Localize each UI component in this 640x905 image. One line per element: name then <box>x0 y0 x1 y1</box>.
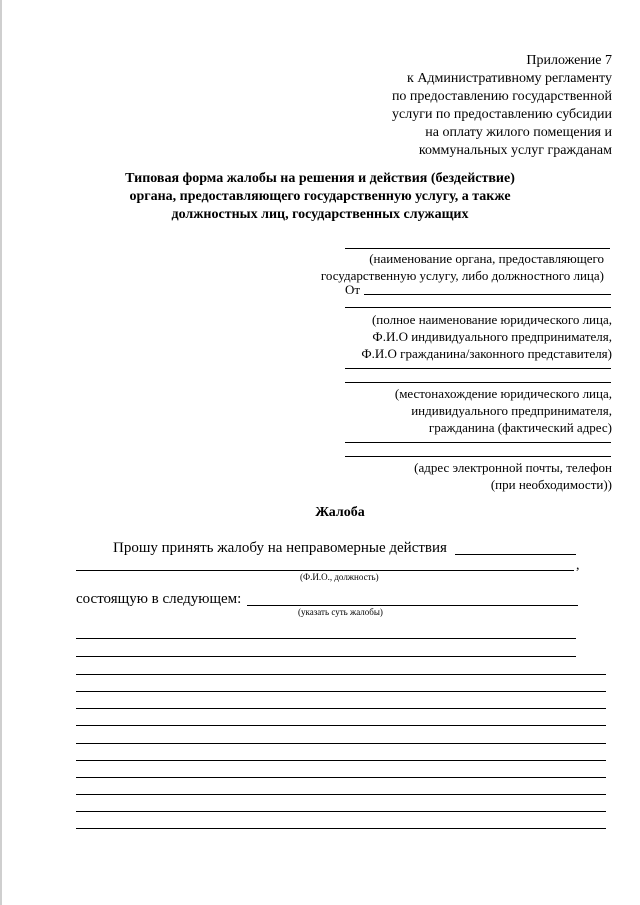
hint-line: государственную услугу, либо должностного лица) <box>320 268 604 283</box>
complaint-line[interactable] <box>76 674 606 675</box>
complaint-line[interactable] <box>76 811 606 812</box>
title-line: органа, предоставляющего государственную услугу, а также <box>129 189 511 204</box>
complaint-line[interactable] <box>76 708 606 709</box>
complaint-line[interactable] <box>76 828 606 829</box>
appendix-line: на оплату жилого помещения и <box>425 125 612 140</box>
location-field-1[interactable] <box>345 442 611 443</box>
request-text: Прошу принять жалобу на неправомерные действия <box>113 540 447 556</box>
hint-line: (полное наименование юридического лица, <box>371 312 612 327</box>
complaint-line[interactable] <box>76 777 606 778</box>
complaint-line[interactable] <box>76 691 606 692</box>
hint-line: Ф.И.О гражданина/законного представителя) <box>361 346 612 361</box>
from-field[interactable] <box>364 294 611 295</box>
appendix-line: услуги по предоставлению субсидии <box>392 107 612 122</box>
location-hint <box>312 385 612 436</box>
complaint-line[interactable] <box>76 760 606 761</box>
complaint-line[interactable] <box>76 656 576 657</box>
consists-label: состоящую в следующем: <box>76 591 242 607</box>
title-line: должностных лиц, государственных служащих <box>171 207 469 222</box>
authority-name-hint <box>264 250 604 284</box>
title-line: Типовая форма жалобы на решения и действия (бездействие) <box>125 171 515 186</box>
complaint-line[interactable] <box>76 725 606 726</box>
fio-field[interactable] <box>76 570 574 571</box>
authority-name-field[interactable] <box>345 248 610 249</box>
essence-field[interactable] <box>247 605 578 606</box>
appendix-line: коммунальных услуг гражданам <box>418 143 612 158</box>
appendix-line: к Административному регламенту <box>407 71 612 86</box>
hint-line: (при необходимости)) <box>490 477 612 492</box>
appendix-line: Приложение 7 <box>526 53 612 68</box>
comma: , <box>576 558 580 573</box>
appendix-line: по предоставлению государственной <box>391 89 612 104</box>
from-field-2[interactable] <box>345 307 611 308</box>
hint-line: (местонахождение юридического лица, <box>394 386 612 401</box>
from-label: От <box>345 282 361 297</box>
scan-left-edge <box>0 0 2 905</box>
actions-field[interactable] <box>455 554 576 555</box>
applicant-field-2[interactable] <box>345 382 611 383</box>
complaint-line[interactable] <box>76 743 606 744</box>
complaint-line[interactable] <box>76 638 576 639</box>
complaint-line[interactable] <box>76 794 606 795</box>
hint-line: (адрес электронной почты, телефон <box>414 460 612 475</box>
location-field-2[interactable] <box>345 456 611 457</box>
complaint-heading: Жалоба <box>315 505 365 520</box>
hint-line: гражданина (фактический адрес) <box>428 420 612 435</box>
hint-line: Ф.И.О индивидуального предпринимателя, <box>372 329 612 344</box>
applicant-name-hint <box>312 311 612 362</box>
document-title <box>90 170 550 224</box>
appendix-block <box>292 52 612 160</box>
hint-line: (наименование органа, предоставляющего <box>369 251 604 266</box>
contact-hint <box>312 459 612 493</box>
essence-hint: (указать суть жалобы) <box>298 607 383 617</box>
fio-hint: (Ф.И.О., должность) <box>300 572 379 582</box>
applicant-field-1[interactable] <box>345 368 611 369</box>
hint-line: индивидуального предпринимателя, <box>411 403 612 418</box>
